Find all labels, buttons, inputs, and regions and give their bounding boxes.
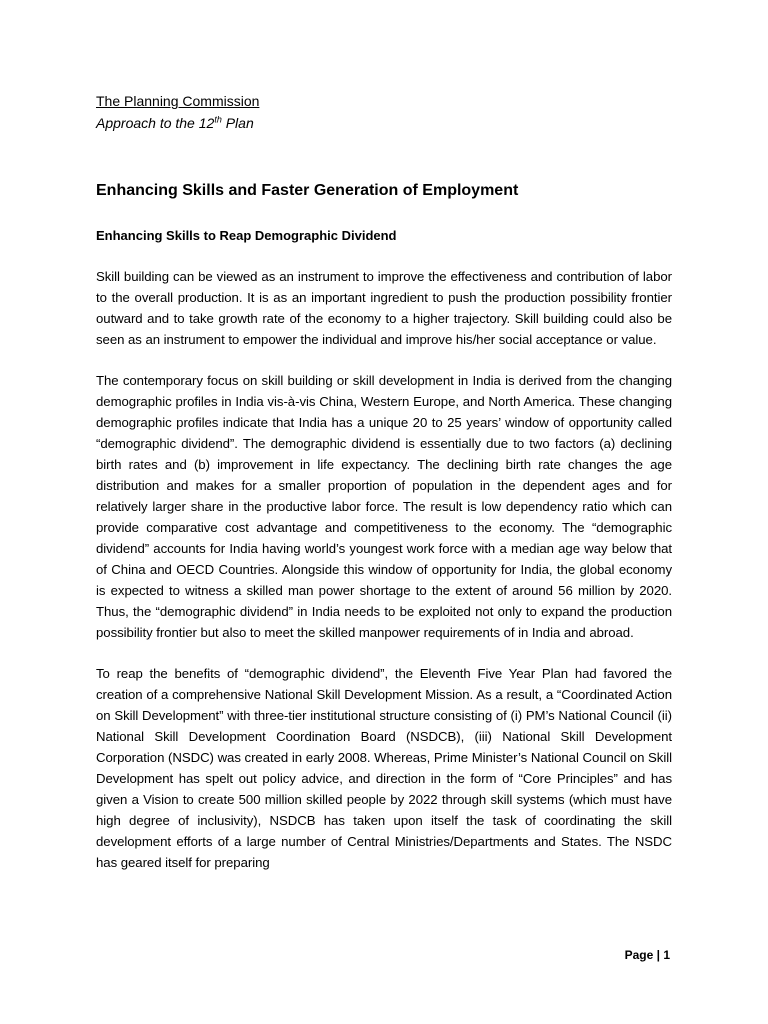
subtitle-superscript: th: [214, 114, 222, 125]
subtitle-suffix: Plan: [221, 115, 254, 131]
paragraph-3: To reap the benefits of “demographic dividend”, the Eleventh Five Year Plan had favored the creation of a comprehensive National Skill Development Mission. As a result, a “Coordinated Action on Skill Development” with three-tier institutional structure consisting of (i) PM’s National Council (ii) National Skill Development Coordination Board (NSDCB), (iii) National Skill Development Corporation (NSDC) was created in early 2008. Whereas, Prime Minister’s National Council on Skill Development has spelt out policy advice, and direction in the form of “Core Principles” and has given a Vision to create 500 million skilled people by 2022 through skill systems (which must have high degree of inclusivity), NSDCB has taken upon itself the task of coordinating the skill development efforts of a large number of Central Ministries/Departments and States. The NSDC has geared itself for preparing: [96, 666, 672, 870]
section-heading: Enhancing Skills and Faster Generation of Employment: [96, 182, 519, 199]
subtitle-prefix: Approach to the 12: [96, 115, 215, 131]
page-number: Page | 1: [624, 948, 670, 962]
paragraph-2: The contemporary focus on skill building or skill development in India is derived from the changing demographic profiles in India vis-à-vis China, Western Europe, and North America. These changing demographic profiles indicate that India has a unique 20 to 25 years’ window of opportunity called “demographic dividend”. The demographic dividend is essentially due to two factors (a) declining birth rates and (b) improvement in life expectancy. The declining birth rate changes the age distribution and makes for a smaller proportion of population in the dependent ages and for relatively larger share in the productive labor force. The result is low dependency ratio which can provide comparative cost advantage and competitiveness to the economy. The “demographic dividend” accounts for India having world’s youngest work force with a median age way below that of China and OECD Countries. Alongside this window of opportunity for India, the global economy is expected to witness a skilled man power shortage to the extent of around 56 million by 2020. Thus, the “demographic dividend” in India needs to be exploited not only to expand the production possibility frontier but also to meet the skilled manpower requirements of in India and abroad.: [96, 373, 672, 640]
page-content: [96, 90, 672, 873]
section-subheading: Enhancing Skills to Reap Demographic Dividend: [96, 228, 397, 243]
document-subtitle: [96, 112, 672, 134]
paragraph-1: Skill building can be viewed as an instrument to improve the effectiveness and contribution of labor to the overall production. It is as an important ingredient to push the production possibility frontier outward and to take growth rate of the economy to a higher trajectory. Skill building could also be seen as an instrument to empower the individual and improve his/her social acceptance or value.: [96, 269, 672, 347]
organization-title: The Planning Commission: [96, 93, 260, 109]
